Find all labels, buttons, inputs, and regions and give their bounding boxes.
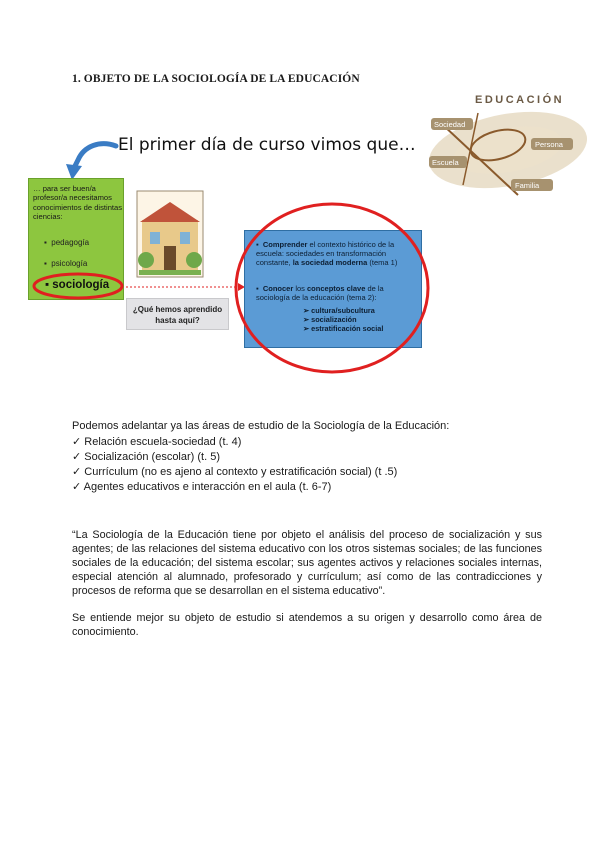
bold-text: conceptos clave [307,284,366,293]
check-text: Agentes educativos e interacción en el aula (t. 6-7) [83,481,332,493]
bold-text: Conocer [262,284,296,293]
sub-item: ➢ socialización [303,315,357,324]
education-diagram [403,85,593,200]
text: (tema 1) [367,258,398,268]
item-label: psicología [51,259,88,268]
dotted-connector [124,282,246,292]
item-label: pedagogía [51,238,90,247]
list-item-psicologia: ▪ psicología [44,259,88,268]
check-icon: ✓ [72,451,82,463]
list-item-pedagogia: ▪ pedagogía [44,238,90,247]
red-highlight-oval [30,270,126,302]
blue-curved-arrow [60,138,120,183]
bold-text: la sociedad moderna [292,258,368,268]
bold-text: Comprender [262,240,308,249]
red-circle-highlight [232,200,432,376]
school-illustration [136,190,204,278]
diagram-label-persona: Persona [535,140,563,149]
check-icon: ✓ [72,481,82,493]
diagram-label-escuela: Escuela [432,158,459,167]
check-text: Socialización (escolar) (t. 5) [84,451,220,463]
section-heading: 1. OBJETO DE LA SOCIOLOGÍA DE LA EDUCACIÓN [72,73,360,85]
summary-point-1: ▪ Comprender el contexto histórico de la escuela: sociedades en transformación constante, la sociedad moderna (tema 1) [256,240,398,268]
check-text: Relación escuela-sociedad (t. 4) [84,436,242,448]
areas-intro: Podemos adelantar ya las áreas de estudio de la Sociología de la Educación: [72,420,450,432]
slide-title: El primer día de curso vimos que… [118,135,416,155]
summary-point-2: ▪ Conocer los conceptos clave de la sociología de la educación (tema 2): [256,284,384,303]
diagram-title: EDUCACIÓN [475,94,565,106]
check-text: Currículum (no es ajeno al contexto y estratificación social) (t .5) [84,466,398,478]
sub-item-label: socialización [311,315,357,324]
green-intro-text: … para ser buen/a profesor/a necesitamos conocimientos de distintas ciencias: [33,184,123,222]
text: el contexto histórico de la escuela: sociedades en transformación constante, [256,240,395,268]
check-icon: ✓ [72,466,82,478]
diagram-label-sociedad: Sociedad [434,120,466,129]
item-label: sociología [52,279,110,291]
check-icon: ✓ [72,436,82,448]
text: los [295,284,308,293]
question-box: ¿Qué hemos aprendido hasta aquí? [126,298,229,330]
definition-quote: “La Sociología de la Educación tiene por objeto el análisis del proceso de socialización y sus agentes; de las relaciones del sistema educativo con los otros sistemas sociales; de las funciones sociales de la educación; del sistema escolar; sus agentes activos y relaciones sociales internas, especial atención al alumnado, profesorado y currículum; así como de las contradicciones y procesos de reforma que se desarrollan en el sistema educativo”. [72,529,542,597]
check-item [72,450,220,463]
check-item [72,435,241,448]
list-item-sociologia: ▪ sociología [45,279,110,291]
check-item [72,480,331,493]
closing-paragraph: Se entiende mejor su objeto de estudio si atendemos a su origen y desarrollo como área de conocimiento. [72,612,542,638]
sub-item-label: estratificación social [311,324,384,333]
check-item [72,465,397,478]
text: de la sociología de la educación (tema 2): [256,284,384,303]
sub-item: ➢ estratificación social [303,324,384,333]
sub-item: ➢ cultura/subcultura [303,306,375,315]
diagram-label-familia: Familia [515,181,540,190]
sub-item-label: cultura/subcultura [311,306,375,315]
